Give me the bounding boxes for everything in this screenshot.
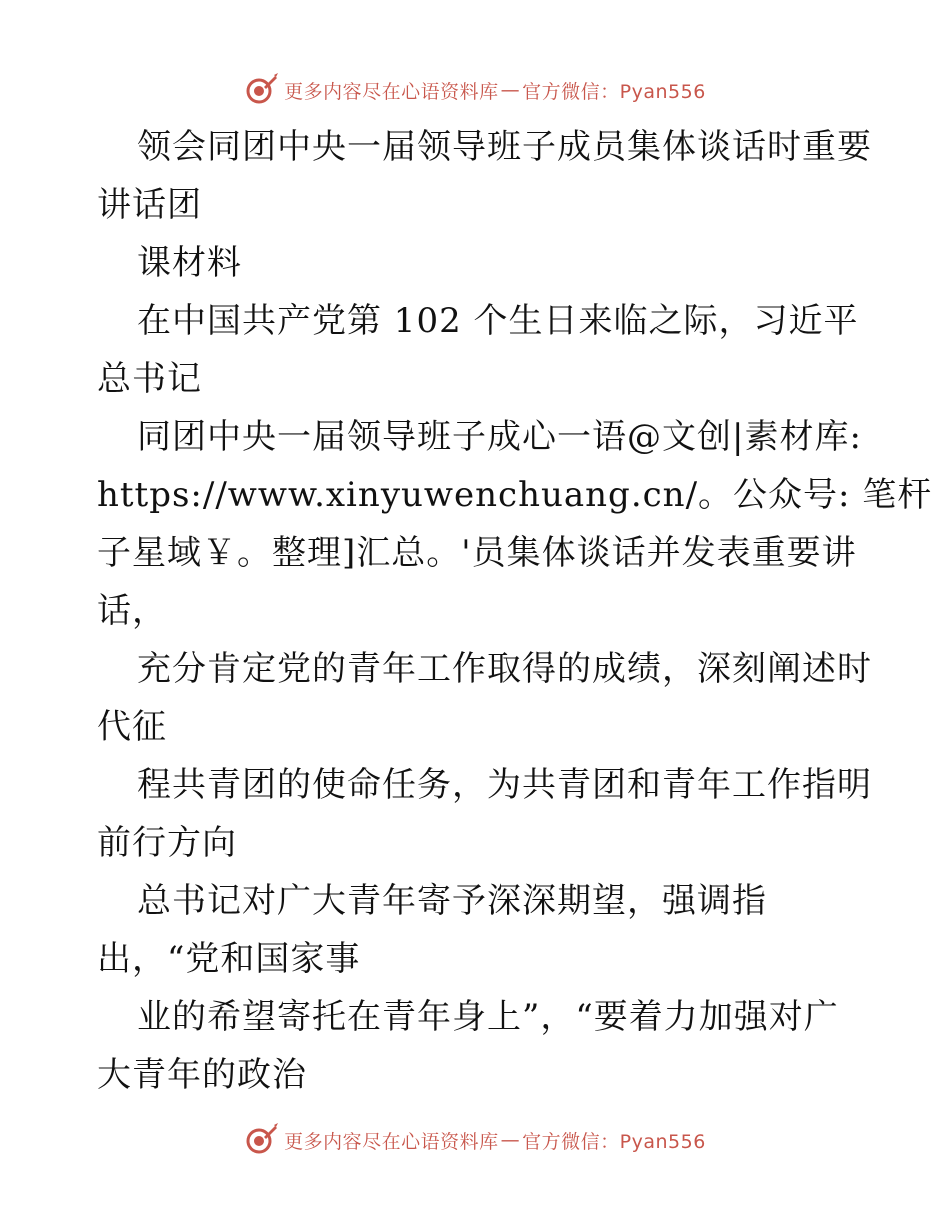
document-line: 讲话团	[97, 185, 202, 225]
document-line: 大青年的政治	[97, 1055, 307, 1095]
document-line: 总书记对广大青年寄予深深期望，强调指	[137, 881, 767, 921]
header-banner-text: 更多内容尽在心语资料库	[284, 80, 499, 103]
header-banner-contact: 官方微信：Pyan556	[522, 80, 706, 103]
footer-banner-text: 更多内容尽在心语资料库	[284, 1130, 499, 1153]
pen-swirl-logo-icon	[244, 1123, 278, 1157]
document-line: 在中国共产党第 102 个生日来临之际，习近平	[137, 301, 859, 341]
document-body	[97, 118, 933, 1104]
document-line: 业的希望寄托在青年身上”，“要着力加强对广	[137, 997, 839, 1037]
document-line: 总书记	[97, 359, 202, 399]
document-line: 课材料	[137, 243, 242, 283]
pen-swirl-logo-icon	[244, 73, 278, 107]
document-line: 充分肯定党的青年工作取得的成绩，深刻阐述时	[137, 649, 872, 689]
footer-banner-dash: —	[500, 1129, 521, 1151]
document-line: https://www.xinyuwenchuang.cn/。公众号: 笔杆	[97, 475, 933, 515]
document-line: 子星域￥。整理]汇总。'员集体谈话并发表重要讲	[97, 533, 857, 573]
document-line: 出，“党和国家事	[97, 939, 361, 979]
document-line: 话，	[97, 591, 167, 631]
document-line: 同团中央一届领导班子成心一语@文创|素材库:	[137, 417, 862, 457]
footer-banner-contact: 官方微信：Pyan556	[522, 1130, 706, 1153]
footer-banner	[0, 1120, 950, 1160]
header-banner-dash: —	[500, 79, 521, 101]
document-line: 领会同团中央一届领导班子成员集体谈话时重要	[137, 127, 872, 167]
document-line: 代征	[97, 707, 167, 747]
document-line: 前行方向	[97, 823, 237, 863]
document-line: 程共青团的使命任务，为共青团和青年工作指明	[137, 765, 872, 805]
header-banner	[0, 70, 950, 110]
